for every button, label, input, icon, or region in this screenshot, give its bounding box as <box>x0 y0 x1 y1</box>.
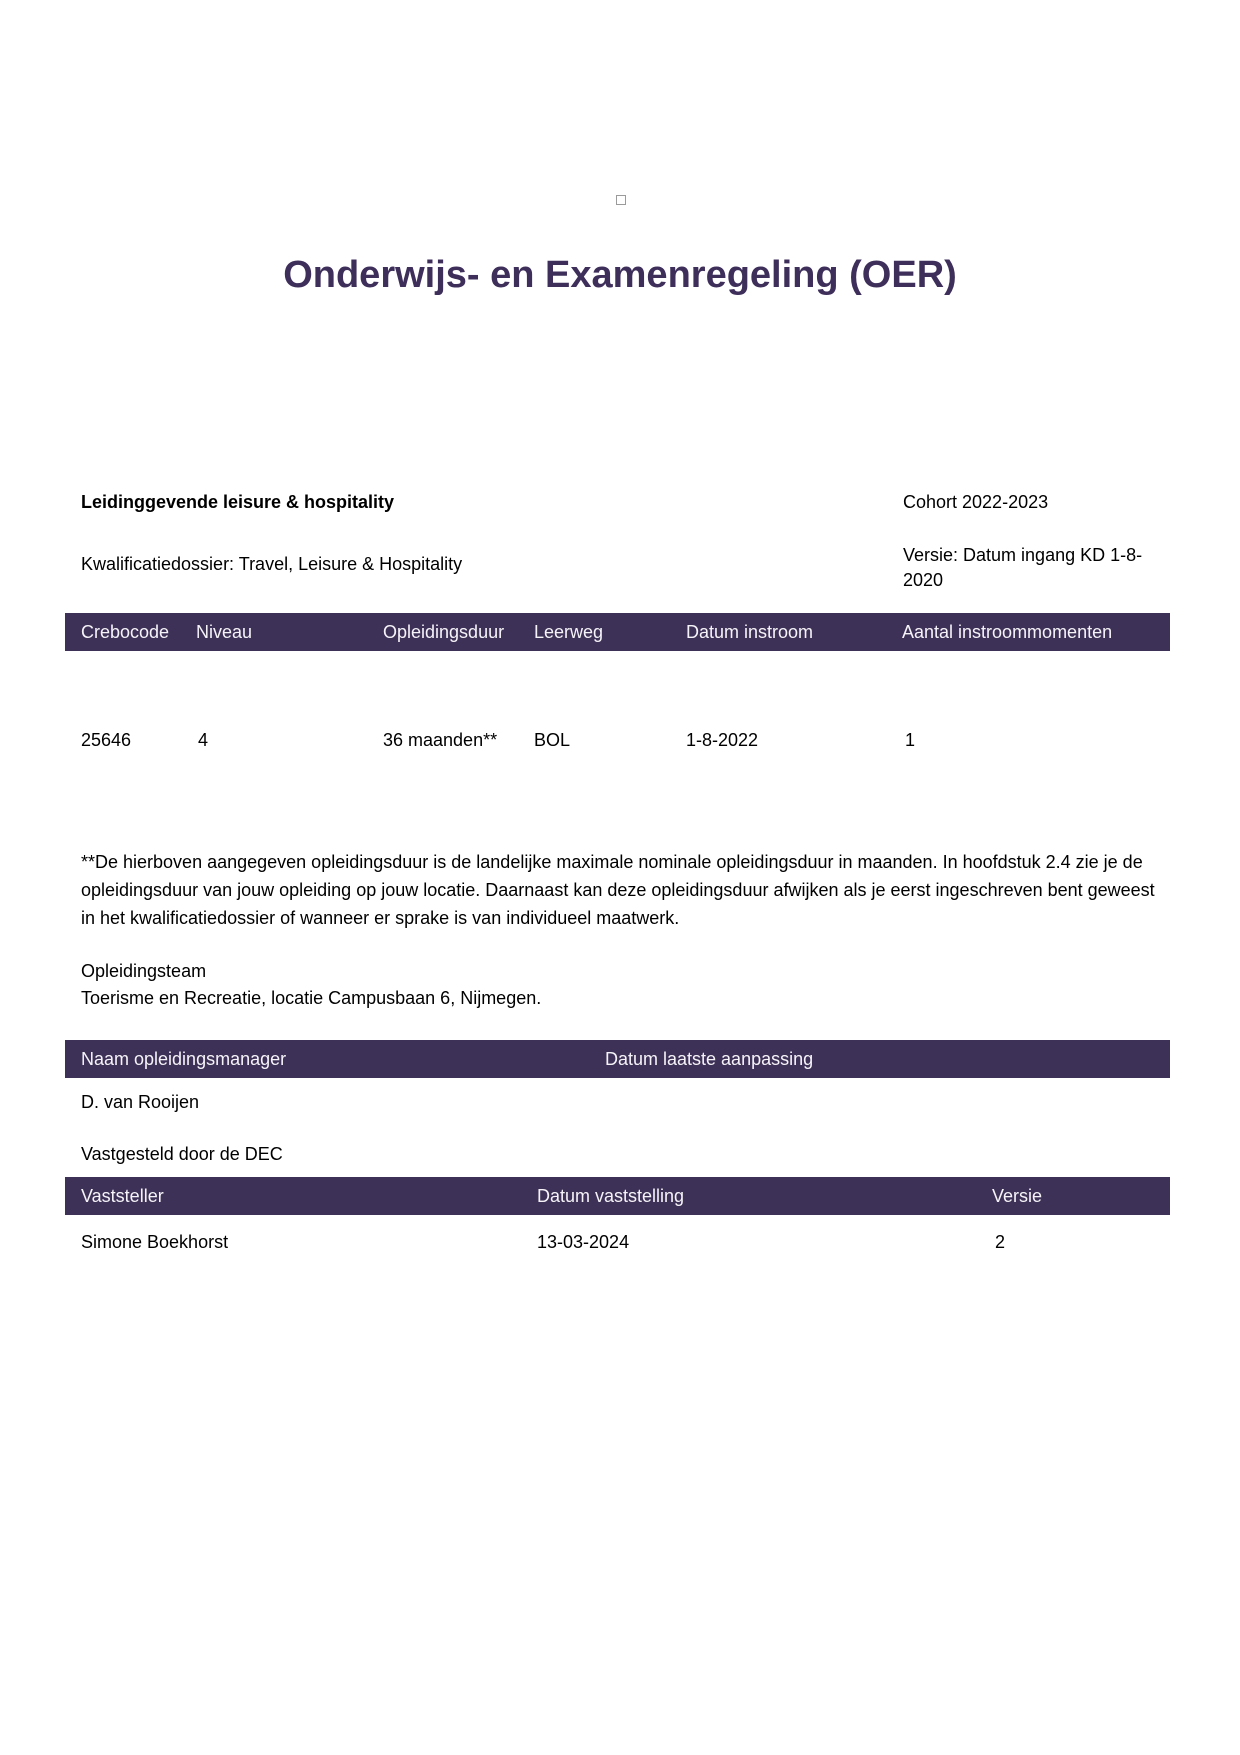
column-header-leerweg: Leerweg <box>534 622 604 642</box>
opleidingsduur-footnote: **De hierboven aangegeven opleidingsduur is de landelijke maximale nominale opleidingsduur in maanden. In hoofdstuk 2.4 zie je de opleidingsduur van jouw opleiding op jouw locatie. Daarnaast kan deze opleidingsduur afwijken als je eerst ingeschreven bent geweest in het kwalificatiedossier of wanneer er sprake is van individueel maatwerk. <box>81 852 1155 928</box>
column-header-crebocode: Crebocode <box>81 622 170 642</box>
column-header-datum-instroom: Datum instroom <box>686 622 814 642</box>
column-header-opleidingsduur: Opleidingsduur <box>383 622 505 642</box>
cell-versie: 2 <box>995 1232 1006 1252</box>
manager-table-header <box>65 1040 1170 1078</box>
dec-note: Vastgesteld door de DEC <box>81 1144 283 1164</box>
column-header-datum-laatste-aanpassing: Datum laatste aanpassing <box>605 1049 814 1069</box>
opleidingsteam-value: Toerisme en Recreatie, locatie Campusbaan 6, Nijmegen. <box>81 988 542 1008</box>
cell-datum-instroom: 1-8-2022 <box>686 730 759 750</box>
crebo-table-row <box>65 728 1170 754</box>
cell-crebocode: 25646 <box>81 730 132 750</box>
opleidingsteam-label: Opleidingsteam <box>81 961 207 981</box>
cell-niveau: 4 <box>198 730 209 750</box>
vaststelling-table-row <box>65 1230 1170 1256</box>
column-header-aantal-instroommomenten: Aantal instroommomenten <box>902 622 1113 642</box>
column-header-naam-opleidingsmanager: Naam opleidingsmanager <box>81 1049 287 1069</box>
cell-datum-vaststelling: 13-03-2024 <box>537 1232 630 1252</box>
cell-aantal-instroommomenten: 1 <box>905 730 916 750</box>
cell-leerweg: BOL <box>534 730 571 750</box>
vaststelling-table-header <box>65 1177 1170 1215</box>
program-name: Leidinggevende leisure & hospitality <box>81 492 395 512</box>
version-label: Versie: Datum ingang KD 1-8-2020 <box>903 545 1143 590</box>
page-title: Onderwijs- en Examenregeling (OER) <box>283 254 957 296</box>
cell-naam-opleidingsmanager: D. van Rooijen <box>81 1092 200 1112</box>
cohort-label: Cohort 2022-2023 <box>903 492 1049 512</box>
cell-vaststeller: Simone Boekhorst <box>81 1232 229 1252</box>
column-header-niveau: Niveau <box>196 622 253 642</box>
column-header-versie: Versie <box>992 1186 1043 1206</box>
broken-image-icon <box>616 195 626 205</box>
column-header-datum-vaststelling: Datum vaststelling <box>537 1186 685 1206</box>
cell-opleidingsduur: 36 maanden** <box>383 730 498 750</box>
qualification-dossier: Kwalificatiedossier: Travel, Leisure & Hospitality <box>81 554 463 574</box>
column-header-vaststeller: Vaststeller <box>81 1186 164 1206</box>
manager-table-row <box>65 1090 1170 1116</box>
crebo-table-header <box>65 613 1170 651</box>
